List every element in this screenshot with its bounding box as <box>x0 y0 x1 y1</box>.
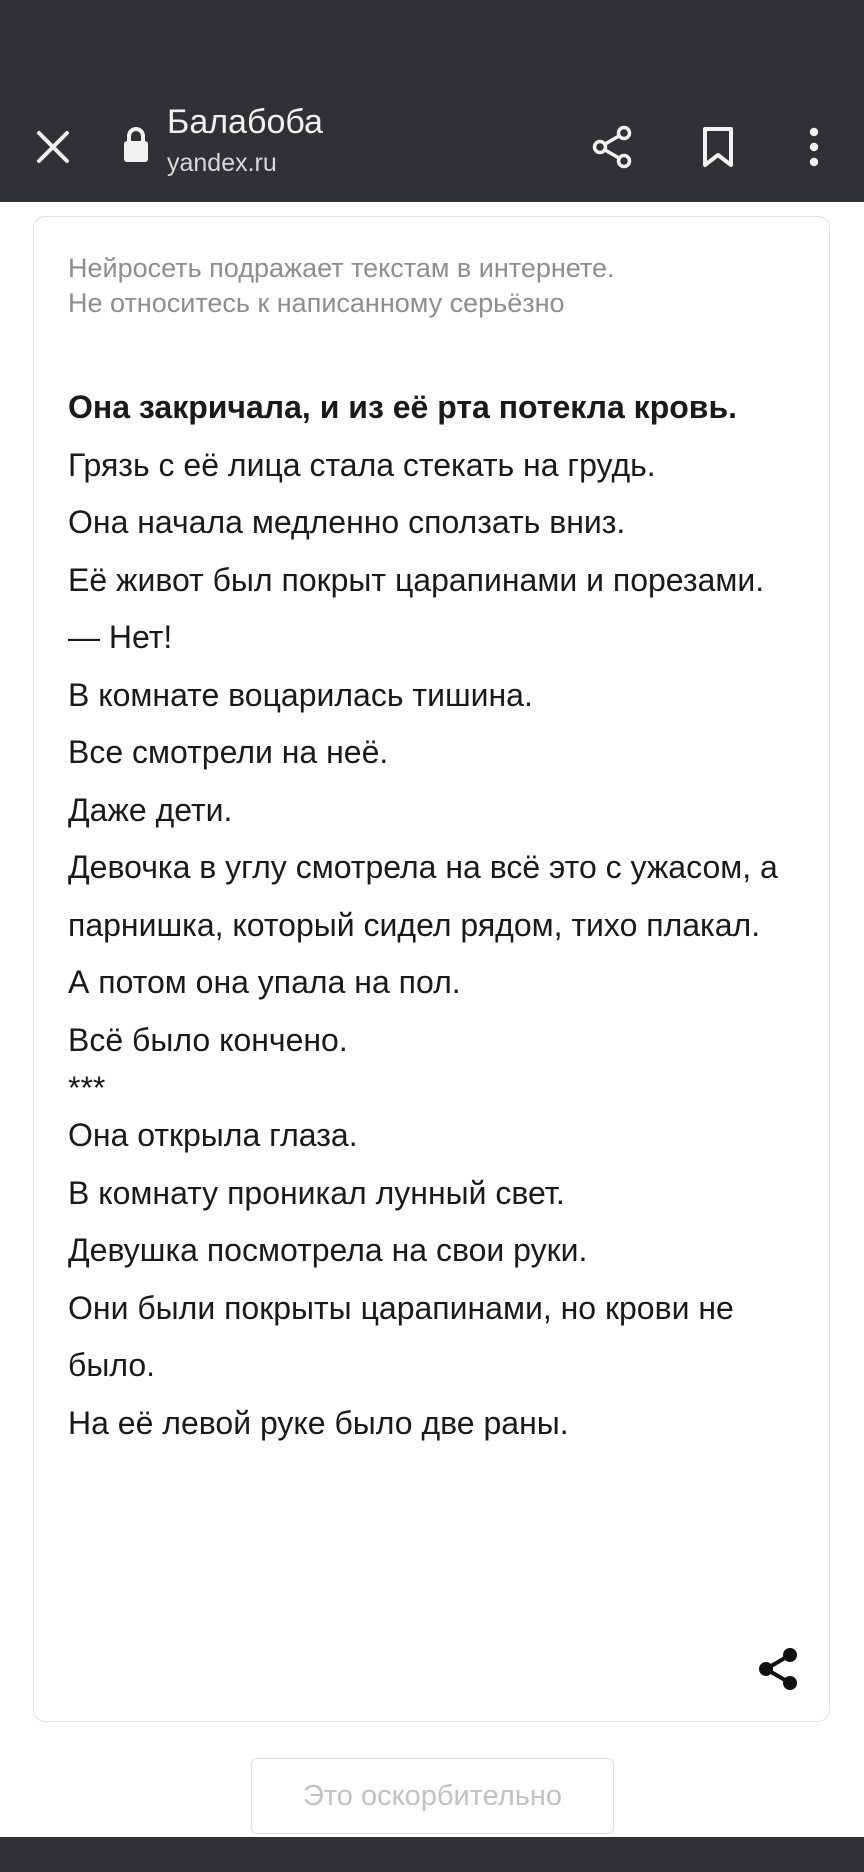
story-line: Она начала медленно сползать вниз. <box>68 504 626 540</box>
continuation-text: Грязь с её лица стала стекать на грудь. <box>68 446 656 483</box>
browser-toolbar <box>0 92 864 202</box>
close-button[interactable] <box>21 115 85 179</box>
bookmark-icon <box>701 126 735 168</box>
prompt-text: Она закричала, и из её рта потекла кровь. <box>68 389 738 425</box>
story-line: — Нет! <box>68 619 173 655</box>
story-separator: *** <box>68 1070 106 1106</box>
story-line: В комнате воцарилась тишина. <box>68 676 533 713</box>
story-line: Даже дети. <box>68 791 233 828</box>
story-line: Девочка в углу смотрела на всё это с ужасом, а парнишка, который сидел рядом, тихо плакал. <box>68 849 778 943</box>
story-paragraph <box>68 379 798 494</box>
site-url: yandex.ru <box>167 149 277 177</box>
status-bar <box>0 0 864 92</box>
share-icon <box>590 125 634 169</box>
disclaimer <box>68 251 788 321</box>
disclaimer-line: Нейросеть подражает текстам в интернете. <box>68 253 615 283</box>
story-line: Она открыла глаза. <box>68 1117 358 1153</box>
generated-text <box>68 379 798 1452</box>
story-line: На её левой руке было две раны. <box>68 1404 569 1441</box>
toolbar-share-button[interactable] <box>580 115 644 179</box>
story-line: В комнату проникал лунный свет. <box>68 1174 565 1211</box>
share-icon[interactable] <box>754 1645 802 1693</box>
more-vertical-icon <box>808 127 820 167</box>
result-card <box>33 216 830 1722</box>
site-title: Балабоба <box>167 103 323 141</box>
story-line: Все смотрели на неё. <box>68 734 389 770</box>
story-line: А потом она упала на пол. <box>68 964 461 1000</box>
close-icon <box>36 130 70 164</box>
report-offensive-button[interactable]: Это оскорбительно <box>251 1758 614 1834</box>
story-line: Её живот был покрыт царапинами и порезами. <box>68 561 765 598</box>
story-line: Девушка посмотрела на свои руки. <box>68 1232 588 1268</box>
disclaimer-line: Не относитесь к написанному серьёзно <box>68 288 565 318</box>
story-line: Всё было кончено. <box>68 1021 348 1058</box>
navigation-bar <box>0 1837 864 1872</box>
story-line: Они были покрыты царапинами, но крови не было. <box>68 1289 734 1383</box>
lock-icon <box>122 124 150 164</box>
bookmark-button[interactable] <box>686 115 750 179</box>
more-menu-button[interactable] <box>782 115 846 179</box>
